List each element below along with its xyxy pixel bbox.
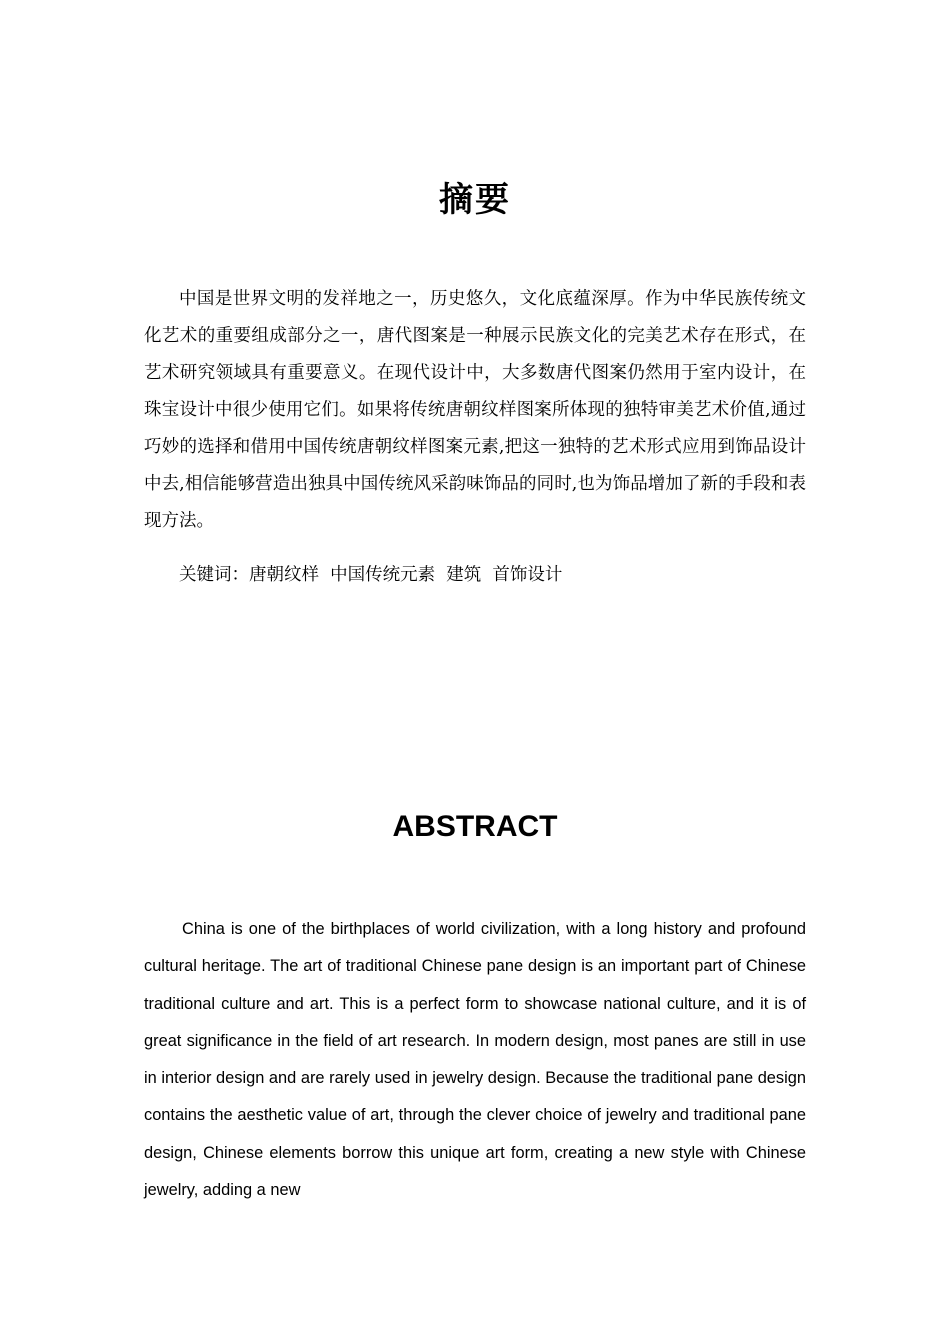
- chinese-abstract-paragraph: 中国是世界文明的发祥地之一，历史悠久，文化底蕴深厚。作为中华民族传统文化艺术的重要组成部分之一，唐代图案是一种展示民族文化的完美艺术存在形式，在艺术研究领域具有重要意义。在现代设计中，大多数唐代图案仍然用于室内设计，在珠宝设计中很少使用它们。如果将传统唐朝纹样图案所体现的独特审美艺术价值,通过巧妙的选择和借用中国传统唐朝纹样图案元素,把这一独特的艺术形式应用到饰品设计中去,相信能够营造出独具中国传统风采韵味饰品的同时,也为饰品增加了新的手段和表现方法。: [144, 289, 806, 531]
- english-abstract-title: ABSTRACT: [392, 810, 558, 844]
- chinese-keywords: 关键词：唐朝纹样 中国传统元素 建筑 首饰设计: [179, 565, 563, 585]
- english-abstract-paragraph: China is one of the birthplaces of world civilization, with a long history and profound cultural heritage. The art of traditional Chinese pane design is an important part of Chinese traditional culture and art. This is a perfect form to showcase national culture, and it is of great significance in the field of art research. In modern design, most panes are still in use in interior design and are rarely used in jewelry design. Because the traditional pane design contains the aesthetic value of art, through the clever choice of jewelry and traditional pane design, Chinese elements borrow this unique art form, creating a new style with Chinese jewelry, adding a new: [144, 920, 806, 1200]
- chinese-abstract-title: 摘要: [439, 179, 511, 220]
